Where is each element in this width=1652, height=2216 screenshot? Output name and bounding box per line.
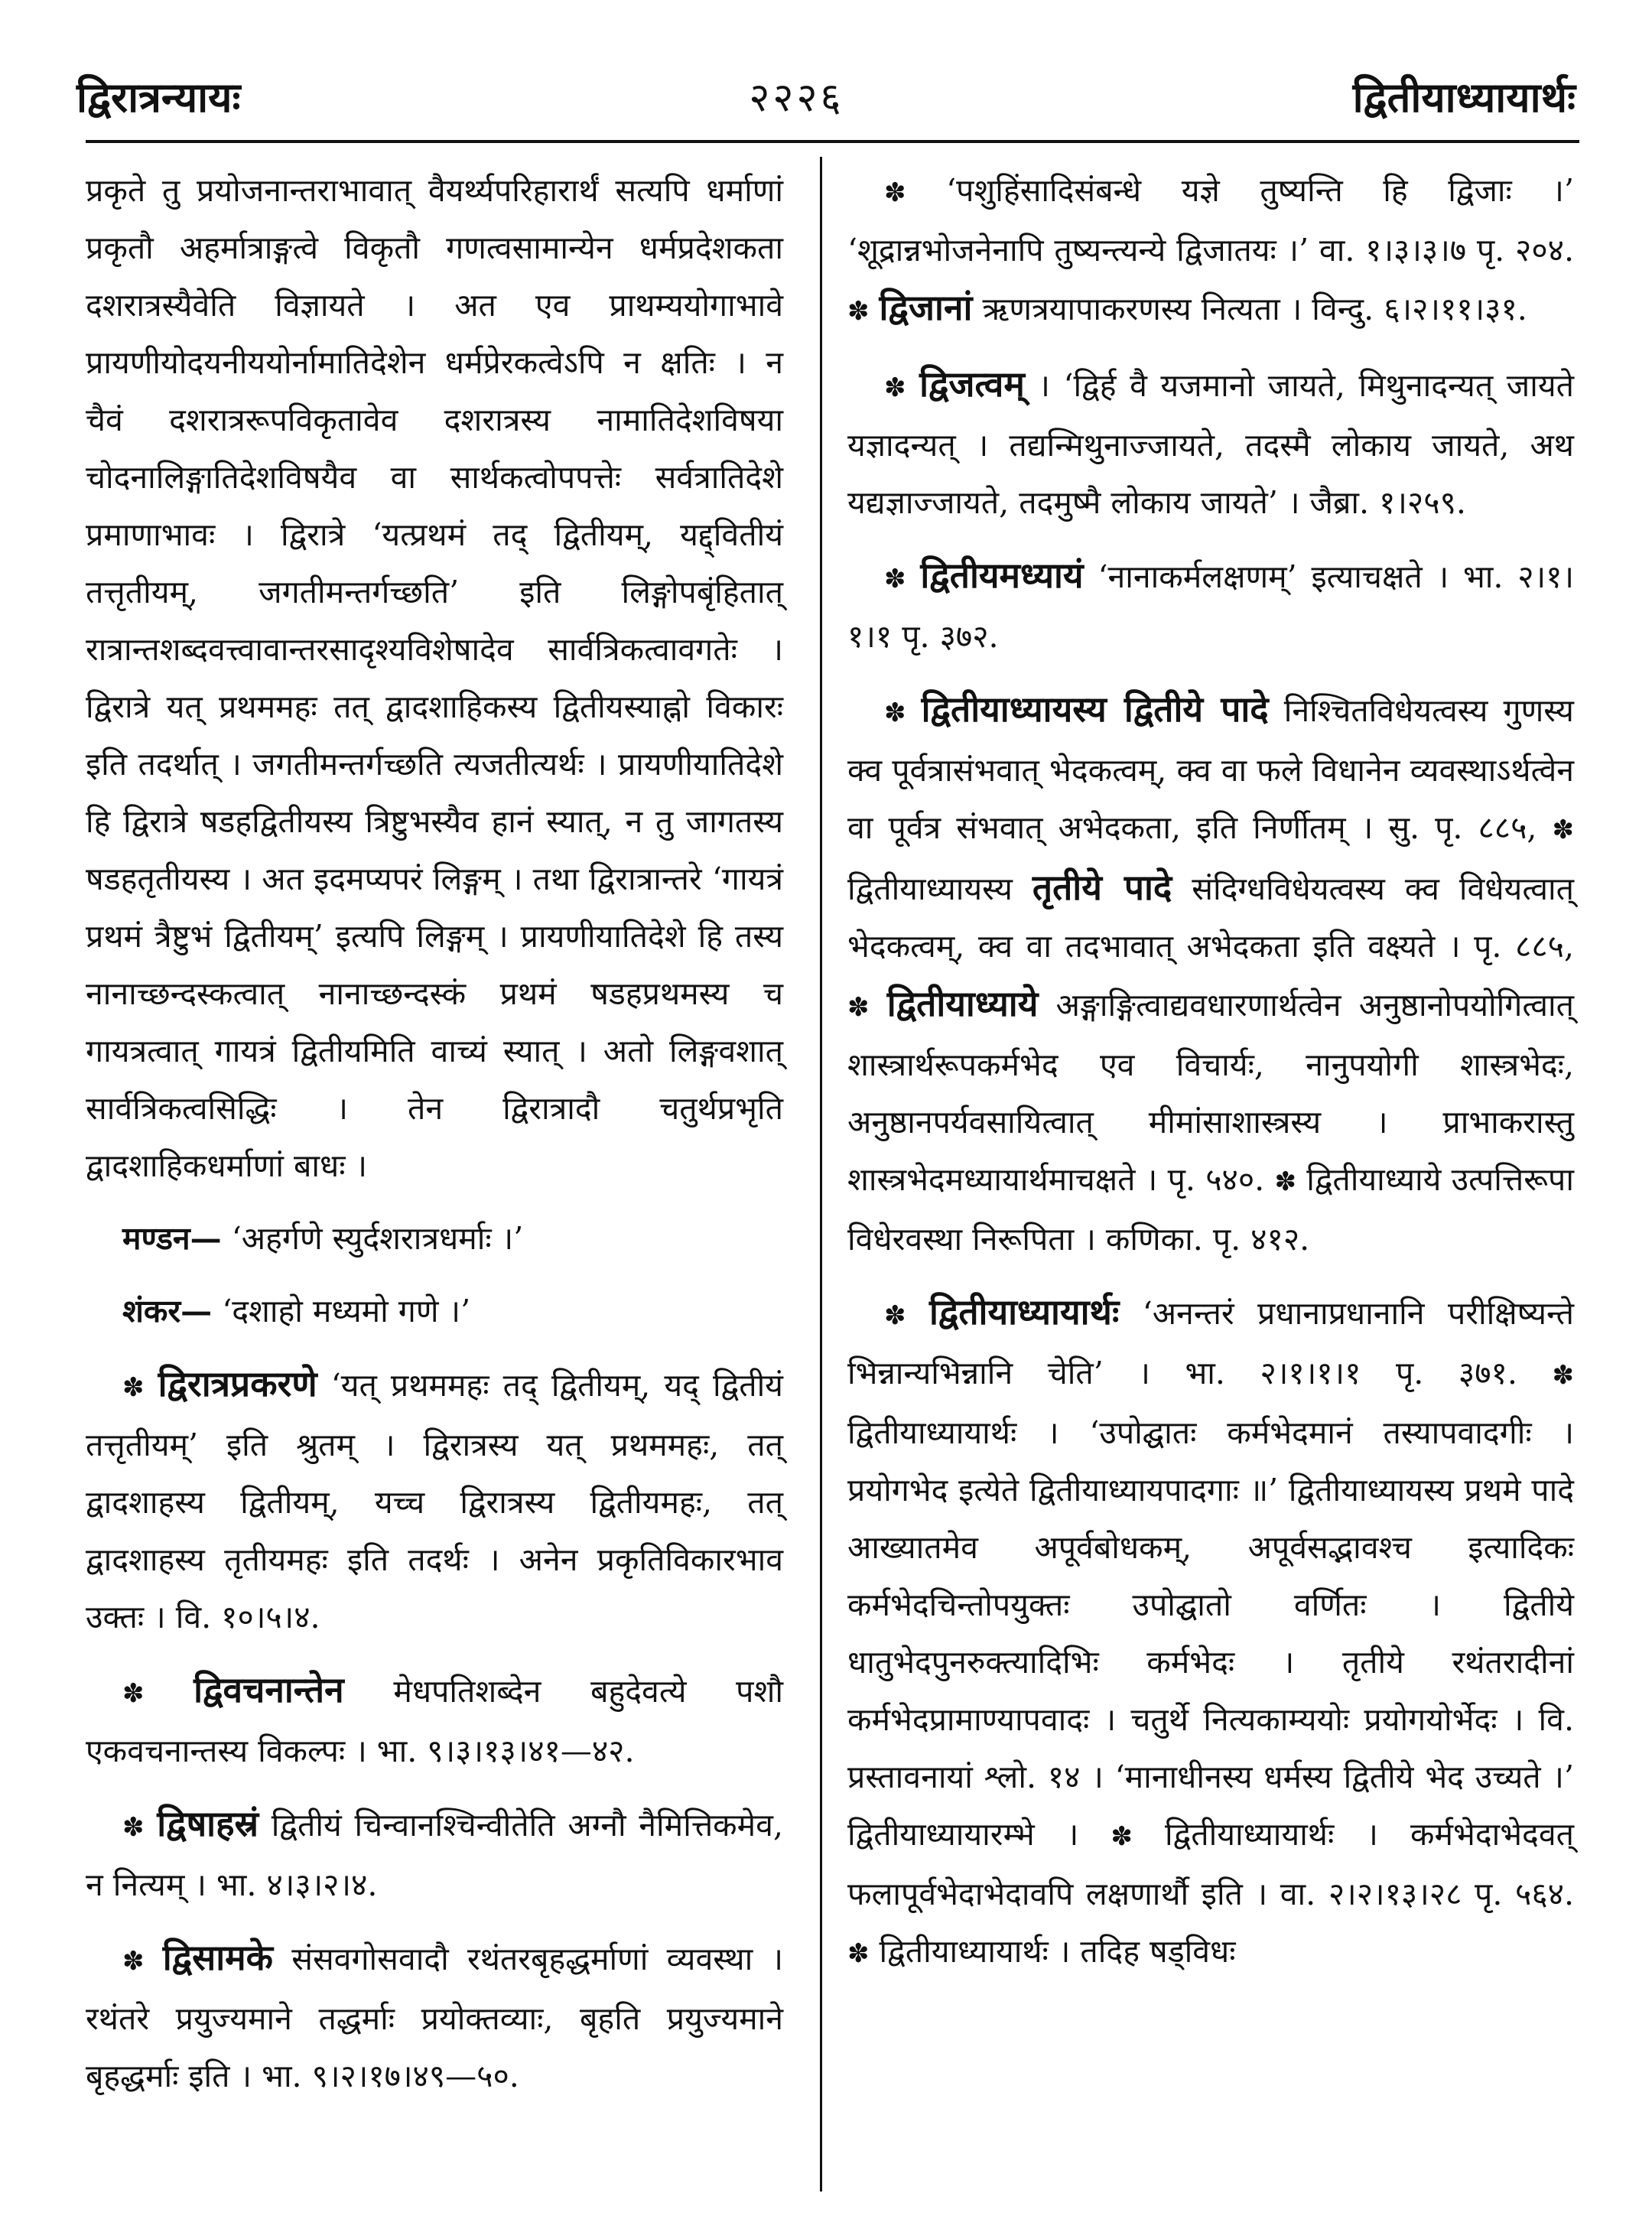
asterisk-icon: ✽ bbox=[1274, 1167, 1296, 1197]
entry-dvijah bbox=[847, 162, 1574, 340]
quote-shankara bbox=[122, 1283, 783, 1340]
asterisk-icon: ✽ bbox=[847, 296, 870, 327]
entry-text: ‘नानाकर्मलक्षणम्’ इत्याचक्षते । भा. २।१।१।१ पृ. ३७२. bbox=[847, 558, 1574, 655]
entry-text: ‘पशुहिंसादिसंबन्धे यज्ञे तुष्यन्ति हि द्विजाः ।’ ‘शूद्रान्नभोजनेनापि तुष्यन्त्यन्ये द्विजातयः ।’ वा. १।३।३।७ पृ. २०४. bbox=[847, 172, 1574, 268]
page-header bbox=[76, 65, 1576, 126]
header-rule bbox=[86, 140, 1579, 143]
asterisk-icon: ✽ bbox=[1111, 1821, 1133, 1852]
entry-text: द्वितीयाध्याये उत्पत्तिरूपा विधेरवस्था निरूपिता । कणिका. पृ. ४१२. bbox=[847, 1161, 1574, 1258]
quote-text: ‘दशाहो मध्यमो गणे ।’ bbox=[222, 1293, 471, 1329]
asterisk-icon: ✽ bbox=[884, 177, 906, 208]
asterisk-icon: ✽ bbox=[884, 564, 906, 594]
entry-text: अङ्गाङ्गित्वाद्यवधारणार्थत्वेन अनुष्ठानोपयोगित्वात् शास्त्रार्थरूपकर्मभेद एव विचार्यः, नानुपयोगी शास्त्रभेदः, अनुष्ठानपर्यवसायित्वात् मीमांसाशास्त्रस्य । प्राभाकरास्तु शास्त्रभेदमध्यायार्थमाचक्षते । पृ. ५४०. bbox=[847, 987, 1574, 1198]
entry-text: संदिग्धविधेयत्वस्य क्व विधेयत्वात् भेदकत्वम्, क्व वा तदभावात् अभेदकता इति वक्ष्यते । पृ. ८८५, bbox=[847, 870, 1574, 965]
page-number: २२२६ bbox=[749, 74, 844, 121]
entry-text: द्वितीयाध्यायस्य bbox=[847, 870, 1013, 907]
asterisk-icon: ✽ bbox=[122, 1812, 145, 1843]
asterisk-icon: ✽ bbox=[884, 698, 906, 728]
entry-text: ‘यत् प्रथममहः तद् द्वितीयम्, यद् द्वितीयं तत्तृतीयम्’ इति श्रुतम् । द्विरात्रस्य यत् प्रथममहः, तत् द्वादशाहस्य द्वितीयम्, यच्च द्विरात्रस्य द्वितीयमहः, तत् द्वादशाहस्य तृतीयमहः इति तदर्थः । अनेन प्रकृतिविकारभाव उक्तः । वि. १०।५।४. bbox=[86, 1367, 783, 1635]
entry-text: ऋणत्रयापाकरणस्य नित्यता । विन्दु. ६।२।११।३१. bbox=[982, 291, 1527, 327]
entry-text: मेधपतिशब्देन बहुदेवत्ये पशौ एकवचनान्तस्य विकल्पः । भा. ९।३।१३।४१—४२. bbox=[86, 1673, 783, 1769]
entry-dvijatvam bbox=[847, 356, 1574, 532]
quote-text: ‘अहर्गणे स्युर्दशरात्रधर्माः ।’ bbox=[231, 1220, 524, 1257]
headword: द्वितीयाध्याये bbox=[886, 983, 1039, 1024]
header-left-title: द्विरात्रन्यायः bbox=[76, 73, 241, 122]
entry-dvivachana bbox=[86, 1661, 783, 1780]
headword: द्वितीयाध्यायस्य द्वितीये पादे bbox=[921, 688, 1269, 730]
headword: तृतीये पादे bbox=[1032, 867, 1172, 908]
asterisk-icon: ✽ bbox=[122, 1372, 145, 1403]
quote-label: मण्डन— bbox=[122, 1220, 222, 1257]
headword: द्विजत्वम् bbox=[919, 363, 1025, 405]
column-divider bbox=[820, 157, 822, 2192]
headword: द्विषाहस्रं bbox=[157, 1803, 259, 1844]
entry-text: द्वितीयं चिन्वानश्चिन्वीतेति अग्नौ नैमित्तिकमेव, न नित्यम् । भा. ४।३।२।४. bbox=[86, 1807, 783, 1903]
header-right-title: द्वितीयाध्यायार्थः bbox=[1352, 73, 1576, 122]
headword: द्वितीयाध्यायार्थः bbox=[928, 1291, 1120, 1333]
headword: द्वितीयमध्यायं bbox=[920, 555, 1084, 596]
entry-text: । ‘द्विर्ह वै यजमानो जायते, मिथुनादन्यत् जायते यज्ञादन्यत् । तद्यन्मिथुनाज्जायते, तदस्मै लोकाय जायते, अथ यद्यज्ञाज्जायते, तदमुष्मै लोकाय जायते’ । जैब्रा. १।२५९. bbox=[847, 367, 1574, 521]
asterisk-icon: ✽ bbox=[1552, 1360, 1574, 1391]
entry-dviratra-prakarane bbox=[86, 1355, 783, 1646]
entry-text: ‘अनन्तरं प्रधानाप्रधानानि परीक्षिष्यन्ते भिन्नान्यभिन्नानि चेति’ । भा. २।१।१।१ पृ. ३७१. bbox=[847, 1295, 1574, 1391]
headword: द्विसामके bbox=[162, 1937, 273, 1978]
quote-mandana bbox=[122, 1210, 783, 1267]
headword: द्विरात्रप्रकरणे bbox=[158, 1363, 317, 1404]
entry-paragraph: प्रकृते तु प्रयोजनान्तराभावात् वैयर्थ्यपरिहारार्थं सत्यपि धर्माणां प्रकृतौ अहर्मात्राङ्गत्वे विकृतौ गणत्वसामान्येन धर्मप्रदेशकता दशरात्रस्यैवेति विज्ञायते । अत एव प्राथम्ययोगाभावे प्रायणीयोदयनीययोर्नामातिदेशेन धर्मप्रेरकत्वेऽपि न क्षतिः । न चैवं दशरात्ररूपविकृतावेव दशरात्रस्य नामातिदेशविषया चोदनालिङ्गातिदेशविषयैव वा सार्थकत्वोपपत्तेः सर्वत्रातिदेशे प्रमाणाभावः । द्विरात्रे ‘यत्प्रथमं तद् द्वितीयम्, यद्द्वितीयं तत्तृतीयम्, जगतीमन्तर्गच्छति’ इति लिङ्गोपबृंहितात् रात्रान्तशब्दवत्त्वावान्तरसादृश्यविशेषादेव सार्वत्रिकत्वावगतेः । द्विरात्रे यत् प्रथममहः तत् द्वादशाहिकस्य द्वितीयस्याह्नो विकारः इति तदर्थात् । जगतीमन्तर्गच्छति त्यजतीत्यर्थः । प्रायणीयातिदेशे हि द्विरात्रे षडहद्वितीयस्य त्रिष्टुभस्यैव हानं स्यात्, न तु जागतस्य षडहतृतीयस्य । अत इदमप्यपरं लिङ्गम् । तथा द्विरात्रान्तरे ‘गायत्रं प्रथमं त्रैष्टुभं द्वितीयम्’ इत्यपि लिङ्गम् । प्रायणीयातिदेशे हि तस्य नानाच्छन्दस्कत्वात् नानाच्छन्दस्कं प्रथमं षडहप्रथमस्य च गायत्रत्वात् गायत्रं द्वितीयमिति वाच्यं स्यात् । अतो लिङ्गवशात् सार्वत्रिकत्वसिद्धिः । तेन द्विरात्रादौ चतुर्थप्रभृति द्वादशाहिकधर्माणां बाधः । bbox=[86, 172, 783, 1184]
entry-text: द्वितीयाध्यायार्थः । कर्मभेदाभेदवत् फलापूर्वभेदाभेदावपि लक्षणार्थौ इति । वा. २।२।१३।२८ पृ. ५६४. bbox=[847, 1816, 1574, 1912]
left-column bbox=[86, 162, 783, 2120]
headword: द्विजानां bbox=[879, 287, 973, 328]
asterisk-icon: ✽ bbox=[884, 1300, 906, 1331]
right-column bbox=[847, 162, 1574, 1998]
entry-text: संसवगोसवादौ रथंतरबृहद्धर्माणां व्यवस्था । रथंतरे प्रयुज्यमाने तद्धर्माः प्रयोक्तव्याः, बृहति प्रयुज्यमाने बृहद्धर्माः इति । भा. ९।२।१७।४९—५०. bbox=[86, 1941, 783, 2094]
asterisk-icon: ✽ bbox=[122, 1946, 145, 1977]
headword: द्विवचनान्तेन bbox=[193, 1669, 344, 1710]
quote-label: शंकर— bbox=[122, 1293, 213, 1329]
entry-dvitiyam-adhyayam bbox=[847, 547, 1574, 665]
entry-dvishahasra bbox=[86, 1795, 783, 1914]
entry-text: द्वितीयाध्यायार्थः । ‘उपोद्घातः कर्मभेदमानं तस्यापवादगीः । प्रयोगभेद इत्येते द्वितीयाध्यायपादगाः ॥’ द्वितीयाध्यायस्य प्रथमे पादे आख्यातमेव अपूर्वबोधकम्, अपूर्वसद्भावश्च इत्यादिकः कर्मभेदचिन्तोपयुक्तः उपोद्घातो वर्णितः । द्वितीये धातुभेदपुनरुक्त्यादिभिः कर्मभेदः । तृतीये रथंतरादीनां कर्मभेदप्रामाण्यापवादः । चतुर्थे नित्यकाम्ययोः प्रयोगयोर्भेदः । वि. प्रस्तावनायां श्लो. १४ । ‘मानाधीनस्य धर्मस्य द्वितीये भेद उच्यते ।’ द्वितीयाध्यायारम्भे । bbox=[847, 1414, 1574, 1853]
asterisk-icon: ✽ bbox=[884, 373, 906, 403]
asterisk-icon: ✽ bbox=[122, 1678, 145, 1709]
entry-dvisamake bbox=[86, 1929, 783, 2105]
entry-dvitiyadhyayarthah bbox=[847, 1284, 1574, 1983]
asterisk-icon: ✽ bbox=[1552, 815, 1574, 845]
asterisk-icon: ✽ bbox=[847, 1938, 870, 1969]
entry-text: निश्चितविधेयत्वस्य गुणस्य क्व पूर्वत्रासंभवात् भेदकत्वम्, क्व वा फले विधानेन व्यवस्थाऽर्थत्वेन वा पूर्वत्र संभवात् अभेदकता, इति निर्णीतम् । सु. पृ. ८८५, bbox=[847, 692, 1574, 846]
asterisk-icon: ✽ bbox=[847, 992, 870, 1023]
entry-dvitiya-pada bbox=[847, 681, 1574, 1268]
entry-text: द्वितीयाध्यायार्थः । तदिह षड्विधः bbox=[879, 1933, 1236, 1970]
